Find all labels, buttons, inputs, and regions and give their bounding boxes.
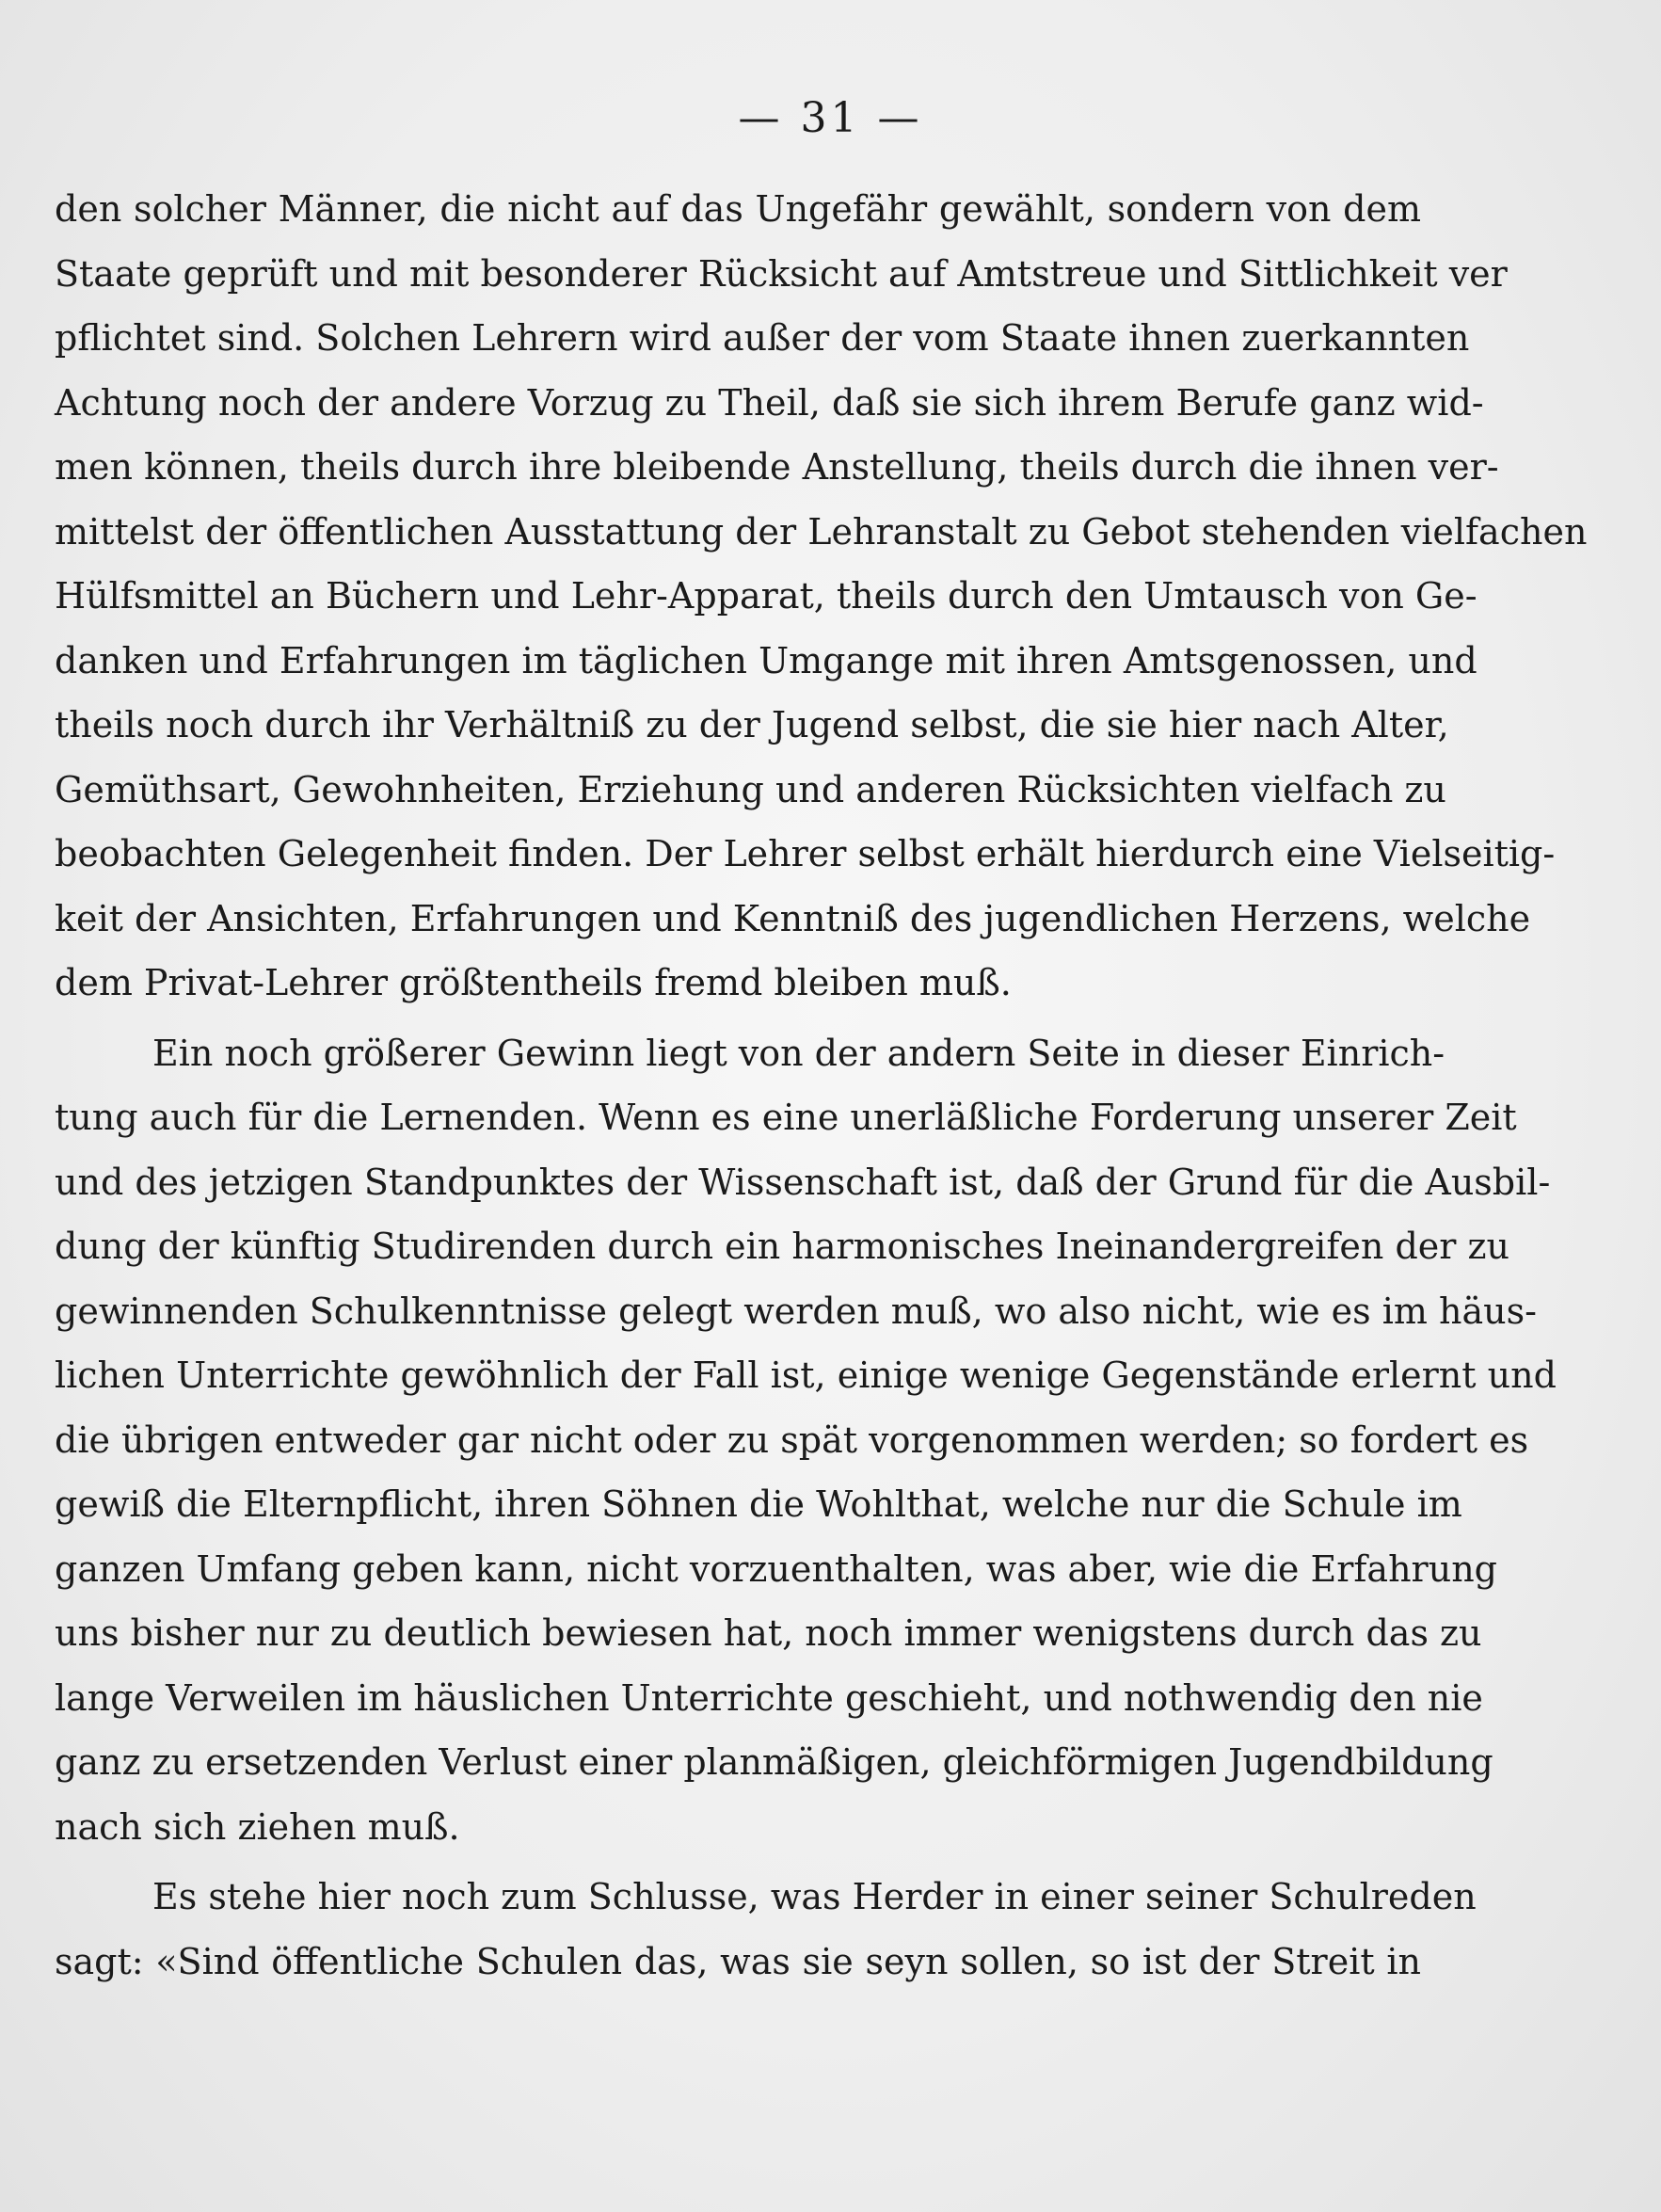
text-line: gewiß die Elternpflicht, ihren Söhnen die Wohlthat, welche nur die Schule im — [55, 1483, 1462, 1525]
text-line: dung der künftig Studirenden durch ein harmonisches Ineinandergreifen der zu — [55, 1226, 1509, 1267]
text-line: die übrigen entweder gar nicht oder zu spät vorgenommen werden; so fordert es — [55, 1419, 1529, 1461]
text-line: dem Privat-Lehrer größtentheils fremd bleiben muß. — [55, 962, 1012, 1003]
text-line: lichen Unterrichte gewöhnlich der Fall ist, einige wenige Gegenstände erlernt und — [55, 1354, 1557, 1396]
text-line: mittelst der öffentlichen Ausstattung der Lehranstalt zu Gebot stehenden vielfachen — [55, 510, 1588, 553]
text-line: Hülfsmittel an Büchern und Lehr-Apparat, theils durch den Umtausch von Ge- — [55, 575, 1477, 617]
text-line: men können, theils durch ihre bleibende Anstellung, theils durch die ihnen ver- — [55, 446, 1499, 488]
text-line: ganz zu ersetzenden Verlust einer planmäßigen, gleichförmigen Jugendbildung — [55, 1741, 1493, 1783]
page-number: — 31 — — [738, 94, 923, 142]
text-line: danken und Erfahrungen im täglichen Umgange mit ihren Amtsgenossen, und — [55, 639, 1477, 681]
text-line: keit der Ansichten, Erfahrungen und Kenntniß des jugendlichen Herzens, welche — [55, 897, 1531, 939]
text-line: den solcher Männer, die nicht auf das Ungefähr gewählt, sondern von dem — [55, 188, 1421, 230]
paragraph-first-line: Es stehe hier noch zum Schlusse, was Herder in einer seiner Schulreden — [152, 1876, 1477, 1917]
text-line: und des jetzigen Standpunktes der Wissenschaft ist, daß der Grund für die Ausbil- — [55, 1161, 1551, 1203]
text-line: theils noch durch ihr Verhältniß zu der Jugend selbst, die sie hier nach Alter, — [55, 704, 1449, 745]
text-line: gewinnenden Schulkenntnisse gelegt werden muß, wo also nicht, wie es im häus- — [55, 1290, 1537, 1332]
text-line: Gemüthsart, Gewohnheiten, Erziehung und anderen Rücksichten vielfach zu — [55, 768, 1446, 810]
text-line: ganzen Umfang geben kann, nicht vorzuenthalten, was aber, wie die Erfahrung — [55, 1547, 1497, 1590]
text-line: lange Verweilen im häuslichen Unterrichte geschieht, und nothwendig den nie — [55, 1676, 1483, 1719]
text-line: tung auch für die Lernenden. Wenn es eine unerläßliche Forderung unserer Zeit — [55, 1097, 1517, 1138]
text-line: uns bisher nur zu deutlich bewiesen hat, noch immer wenigstens durch das zu — [55, 1612, 1482, 1654]
text-line: pflichtet sind. Solchen Lehrern wird außer der vom Staate ihnen zuerkannten — [55, 317, 1470, 359]
text-line: Staate geprüft und mit besonderer Rücksicht auf Amtstreue und Sittlichkeit ver — [55, 252, 1508, 295]
text-line: nach sich ziehen muß. — [55, 1805, 460, 1848]
paragraph-first-line: Ein noch größerer Gewinn liegt von der andern Seite in dieser Einrich- — [152, 1032, 1445, 1074]
text-line: beobachten Gelegenheit finden. Der Lehrer selbst erhält hierdurch eine Vielseitig- — [55, 833, 1556, 874]
text-line: Achtung noch der andere Vorzug zu Theil, daß sie sich ihrem Berufe ganz wid- — [55, 381, 1484, 424]
body-text — [55, 177, 1588, 1994]
text-line: sagt: «Sind öffentliche Schulen das, was sie seyn sollen, so ist der Streit in — [55, 1940, 1421, 1982]
